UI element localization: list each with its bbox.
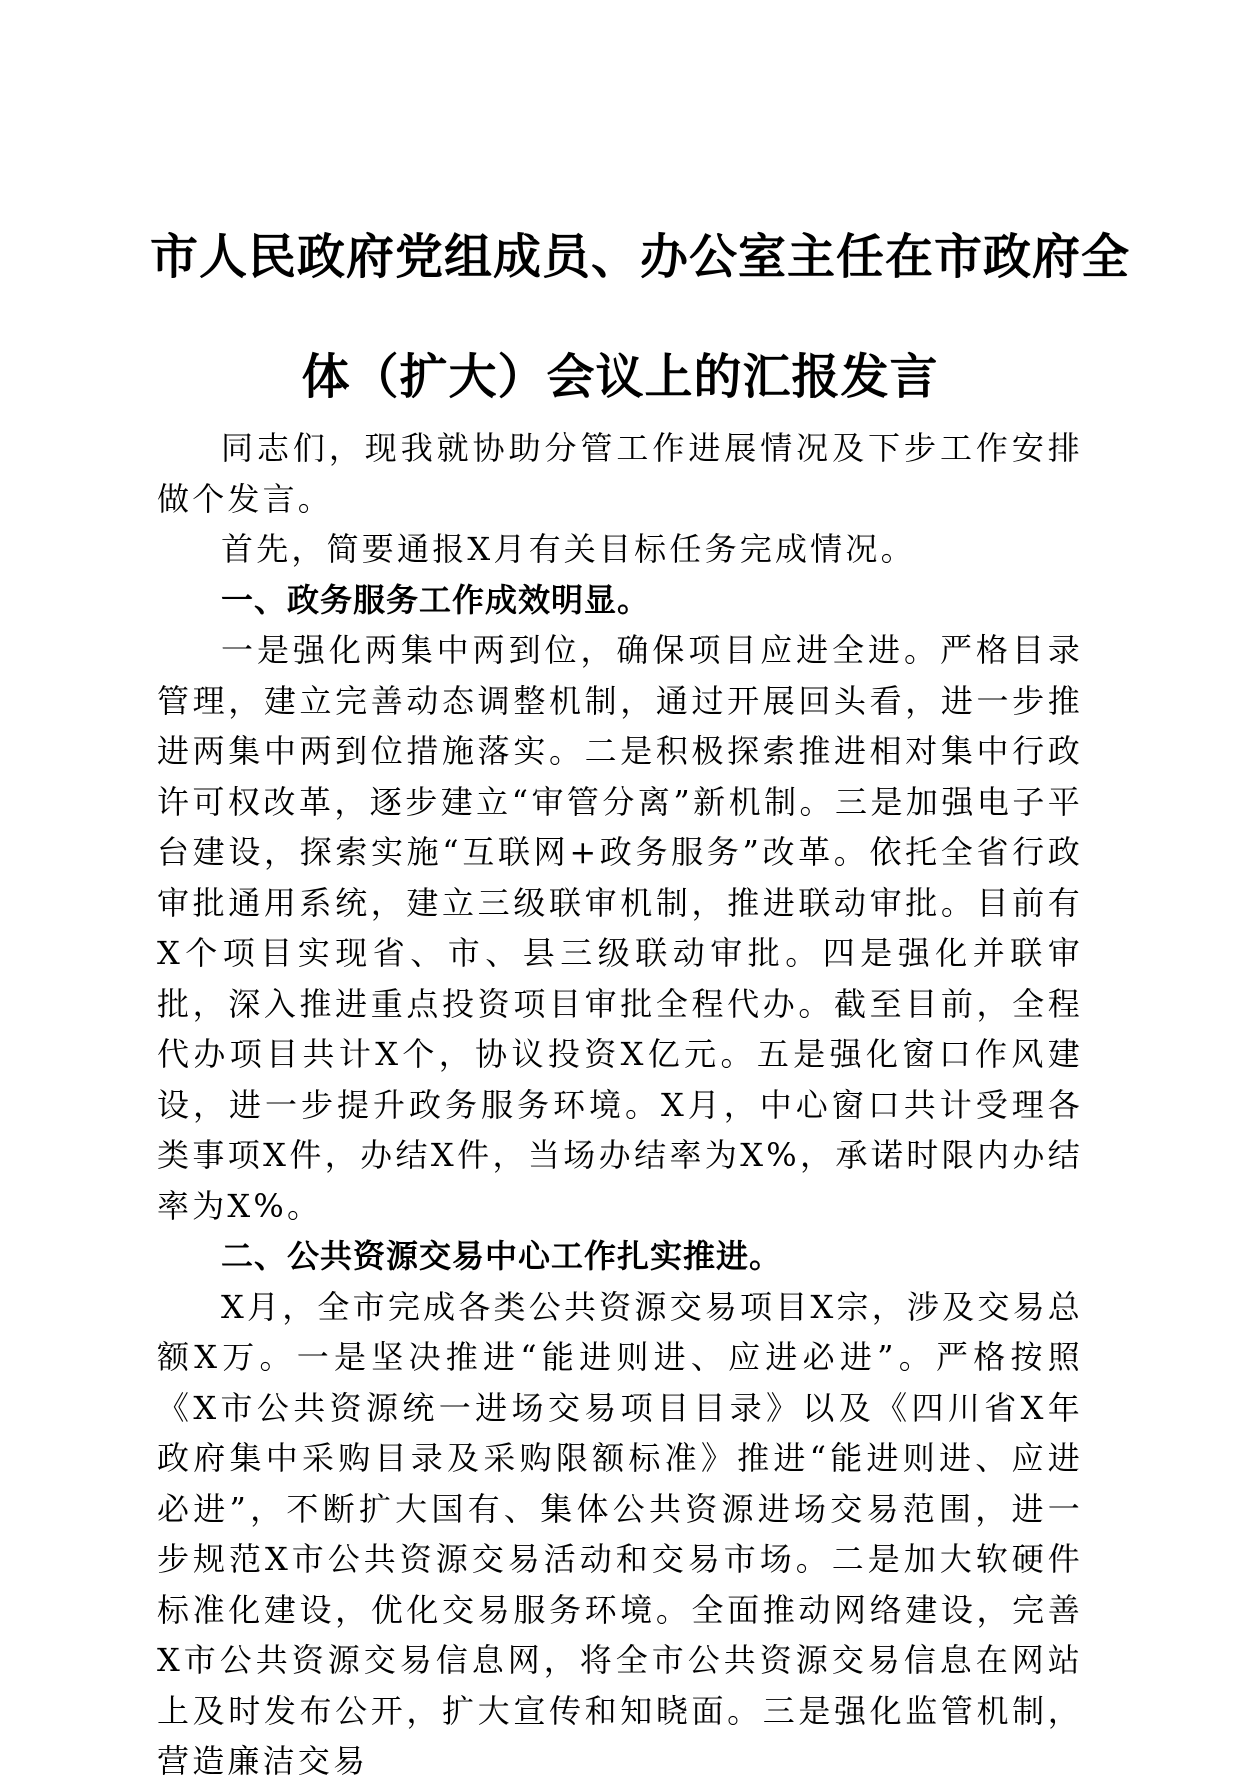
section-1-paragraph: 一是强化两集中两到位，确保项目应进全进。严格目录管理，建立完善动态调整机制，通过开展回头看，进一步推进两集中两到位措施落实。二是积极探索推进相对集中行政许可权改革，逐步建立“审管分离”新机制。三是加强电子平台建设，探索实施“互联网+政务服务”改革。依托全省行政审批通用系统，建立三级联审机制，推进联动审批。目前有X个项目实现省、市、县三级联动审批。四是强化并联审批，深入推进重点投资项目审批全程代办。截至目前，全程代办项目共计X个，协议投资X亿元。五是强化窗口作风建设，进一步提升政务服务环境。X月，中心窗口共计受理各类事项X件，办结X件，当场办结率为X%，承诺时限内办结率为X%。 [157,631,1083,1225]
opening-paragraph: 同志们，现我就协助分管工作进展情况及下步工作安排做个发言。 [157,429,1083,518]
section-heading-2: 二、公共资源交易中心工作扎实推进。 [221,1237,783,1275]
section-heading-1: 一、政务服务工作成效明显。 [221,580,651,619]
document-body [157,423,1083,1787]
document-title-line-1: 市人民政府党组成员、办公室主任在市政府全 [150,229,1131,285]
document-title-line-2: 体（扩大）会议上的汇报发言 [301,349,939,405]
section-2-paragraph: X月，全市完成各类公共资源交易项目X宗，涉及交易总额X万。一是坚决推进“能进则进、应进必进”。严格按照《X市公共资源统一进场交易项目目录》以及《四川省X年政府集中采购目录及采购限额标准》推进“能进则进、应进必进”，不断扩大国有、集体公共资源进场交易范围，进一步规范X市公共资源交易活动和交易市场。二是加大软硬件标准化建设，优化交易服务环境。全面推动网络建设，完善X市公共资源交易信息网，将全市公共资源交易信息在网站上及时发布公开，扩大宣传和知晓面。三是强化监管机制，营造廉洁交易 [157,1287,1083,1780]
summary-paragraph: 首先，简要通报X月有关目标任务完成情况。 [221,530,916,568]
